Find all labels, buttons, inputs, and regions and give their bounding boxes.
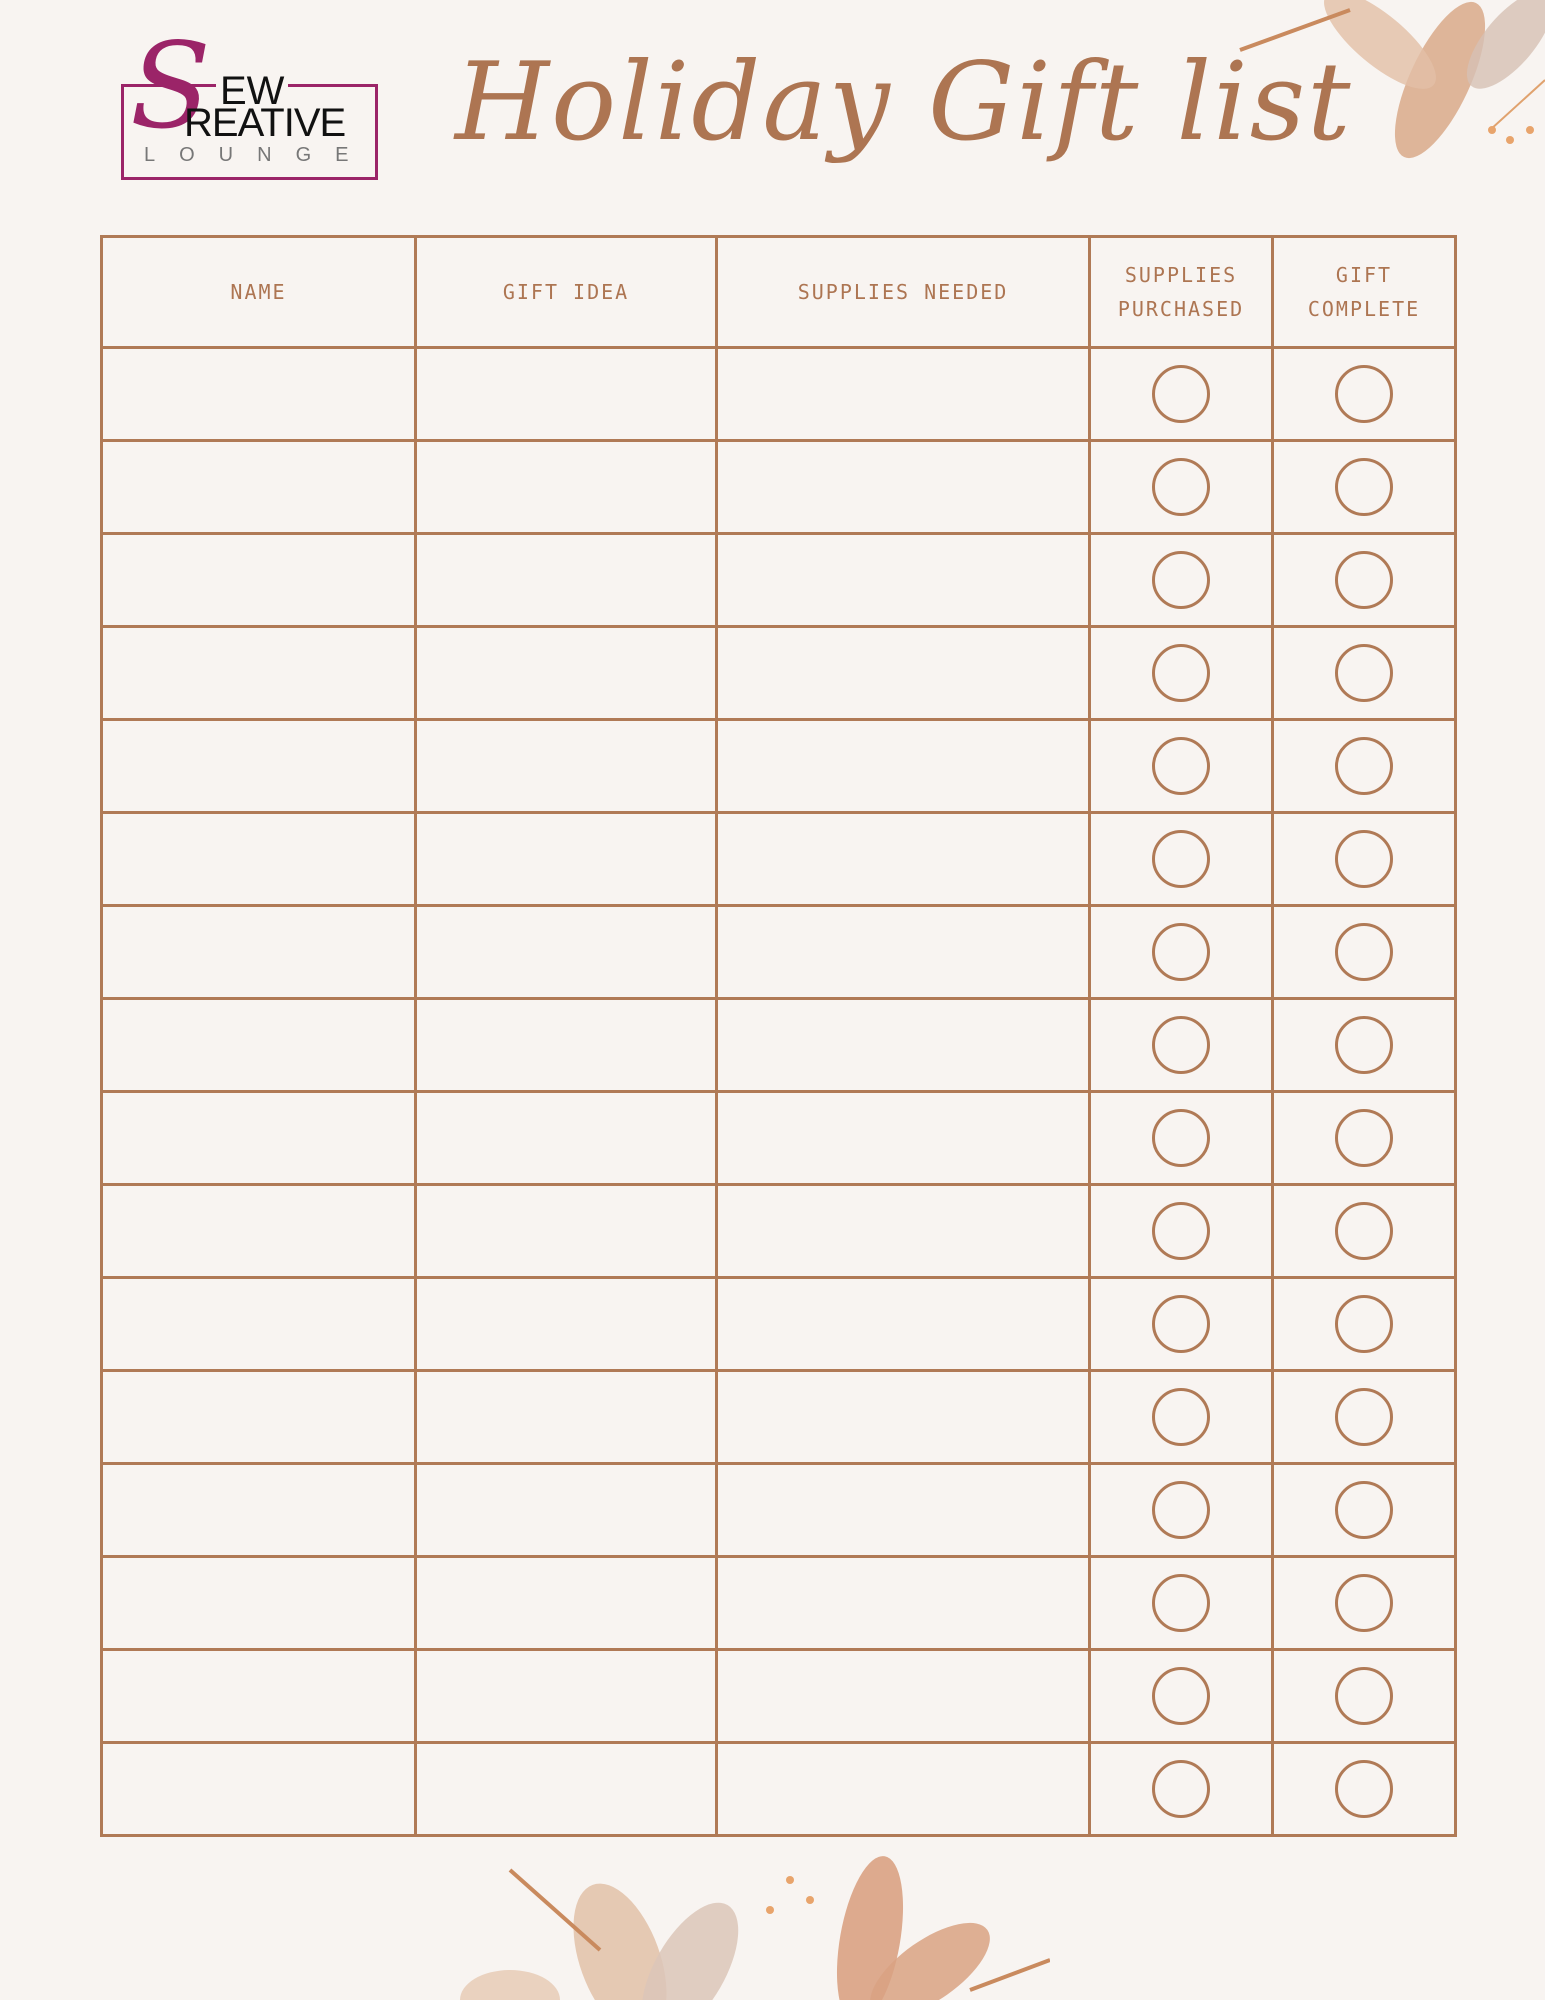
supplies-needed-cell[interactable]: [717, 813, 1090, 906]
logo-reative: REATIVE: [184, 101, 346, 145]
table-row: [102, 1278, 1456, 1371]
name-cell[interactable]: [102, 813, 416, 906]
gift-idea-cell[interactable]: [416, 1464, 717, 1557]
supplies-purchased-checkbox[interactable]: [1152, 737, 1210, 795]
table-row: [102, 1650, 1456, 1743]
table-row: [102, 813, 1456, 906]
name-cell[interactable]: [102, 1743, 416, 1836]
supplies-purchased-checkbox[interactable]: [1152, 1295, 1210, 1353]
supplies-needed-cell[interactable]: [717, 1650, 1090, 1743]
supplies-purchased-checkbox[interactable]: [1152, 1760, 1210, 1818]
gift-complete-checkbox[interactable]: [1335, 737, 1393, 795]
leaf-decoration-top-right: [1230, 0, 1545, 180]
gift-complete-checkbox[interactable]: [1335, 1574, 1393, 1632]
gift-idea-cell[interactable]: [416, 348, 717, 441]
supplies-purchased-checkbox[interactable]: [1152, 1202, 1210, 1260]
name-cell[interactable]: [102, 999, 416, 1092]
gift-idea-cell[interactable]: [416, 999, 717, 1092]
supplies-purchased-cell: [1090, 1371, 1273, 1464]
name-cell[interactable]: [102, 1557, 416, 1650]
gift-complete-checkbox[interactable]: [1335, 1481, 1393, 1539]
gift-complete-checkbox[interactable]: [1335, 830, 1393, 888]
supplies-purchased-checkbox[interactable]: [1152, 365, 1210, 423]
table-row: [102, 1743, 1456, 1836]
gift-complete-checkbox[interactable]: [1335, 923, 1393, 981]
supplies-purchased-cell: [1090, 720, 1273, 813]
gift-idea-cell[interactable]: [416, 441, 717, 534]
supplies-needed-cell[interactable]: [717, 1743, 1090, 1836]
gift-complete-checkbox[interactable]: [1335, 1016, 1393, 1074]
supplies-needed-cell[interactable]: [717, 627, 1090, 720]
gift-complete-cell: [1272, 534, 1455, 627]
gift-idea-cell[interactable]: [416, 627, 717, 720]
gift-idea-cell[interactable]: [416, 1092, 717, 1185]
header-gift-complete: GIFT COMPLETE: [1272, 237, 1455, 348]
gift-complete-cell: [1272, 348, 1455, 441]
gift-complete-checkbox[interactable]: [1335, 1295, 1393, 1353]
logo-s: S: [130, 17, 211, 155]
gift-complete-cell: [1272, 1557, 1455, 1650]
supplies-purchased-checkbox[interactable]: [1152, 644, 1210, 702]
gift-idea-cell[interactable]: [416, 1650, 717, 1743]
name-cell[interactable]: [102, 627, 416, 720]
supplies-needed-cell[interactable]: [717, 1557, 1090, 1650]
supplies-purchased-checkbox[interactable]: [1152, 1667, 1210, 1725]
supplies-purchased-checkbox[interactable]: [1152, 458, 1210, 516]
supplies-needed-cell[interactable]: [717, 441, 1090, 534]
gift-idea-cell[interactable]: [416, 906, 717, 999]
supplies-needed-cell[interactable]: [717, 1464, 1090, 1557]
supplies-purchased-cell: [1090, 1650, 1273, 1743]
supplies-purchased-checkbox[interactable]: [1152, 1016, 1210, 1074]
supplies-needed-cell[interactable]: [717, 906, 1090, 999]
gift-complete-checkbox[interactable]: [1335, 365, 1393, 423]
gift-idea-cell[interactable]: [416, 1185, 717, 1278]
leaf-decoration-bottom: [450, 1850, 1050, 2000]
name-cell[interactable]: [102, 348, 416, 441]
page-title: Holiday Gift list: [455, 40, 1353, 165]
gift-complete-cell: [1272, 813, 1455, 906]
supplies-purchased-cell: [1090, 1092, 1273, 1185]
gift-complete-cell: [1272, 1464, 1455, 1557]
table-row: [102, 441, 1456, 534]
supplies-purchased-cell: [1090, 1278, 1273, 1371]
table-row: [102, 1185, 1456, 1278]
gift-complete-cell: [1272, 1092, 1455, 1185]
table-row: [102, 1371, 1456, 1464]
supplies-purchased-cell: [1090, 627, 1273, 720]
table-row: [102, 906, 1456, 999]
gift-complete-checkbox[interactable]: [1335, 1202, 1393, 1260]
supplies-purchased-cell: [1090, 999, 1273, 1092]
name-cell[interactable]: [102, 1371, 416, 1464]
gift-complete-checkbox[interactable]: [1335, 458, 1393, 516]
gift-list-table: [100, 235, 1457, 1837]
sew-creative-lounge-logo: [121, 17, 378, 180]
supplies-purchased-checkbox[interactable]: [1152, 923, 1210, 981]
name-cell[interactable]: [102, 720, 416, 813]
supplies-purchased-cell: [1090, 1464, 1273, 1557]
gift-idea-cell[interactable]: [416, 1743, 717, 1836]
table-row: [102, 627, 1456, 720]
supplies-purchased-checkbox[interactable]: [1152, 1388, 1210, 1446]
supplies-purchased-cell: [1090, 534, 1273, 627]
table-row: [102, 720, 1456, 813]
supplies-purchased-cell: [1090, 441, 1273, 534]
supplies-purchased-cell: [1090, 1557, 1273, 1650]
gift-idea-cell[interactable]: [416, 1371, 717, 1464]
gift-complete-cell: [1272, 999, 1455, 1092]
supplies-purchased-checkbox[interactable]: [1152, 830, 1210, 888]
name-cell[interactable]: [102, 1092, 416, 1185]
gift-complete-checkbox[interactable]: [1335, 1109, 1393, 1167]
name-cell[interactable]: [102, 534, 416, 627]
header-supplies-purchased: SUPPLIES PURCHASED: [1090, 237, 1273, 348]
gift-complete-checkbox[interactable]: [1335, 1667, 1393, 1725]
supplies-purchased-cell: [1090, 348, 1273, 441]
table-row: [102, 1464, 1456, 1557]
gift-idea-cell[interactable]: [416, 1278, 717, 1371]
logo-ew: EW: [216, 71, 288, 111]
name-cell[interactable]: [102, 1185, 416, 1278]
gift-complete-cell: [1272, 1185, 1455, 1278]
supplies-needed-cell[interactable]: [717, 534, 1090, 627]
table-row: [102, 348, 1456, 441]
name-cell[interactable]: [102, 906, 416, 999]
gift-complete-cell: [1272, 627, 1455, 720]
name-cell[interactable]: [102, 1464, 416, 1557]
supplies-purchased-checkbox[interactable]: [1152, 1574, 1210, 1632]
supplies-needed-cell[interactable]: [717, 348, 1090, 441]
header-name: NAME: [102, 237, 416, 348]
table-row: [102, 534, 1456, 627]
supplies-purchased-cell: [1090, 906, 1273, 999]
gift-complete-cell: [1272, 1278, 1455, 1371]
gift-complete-cell: [1272, 1743, 1455, 1836]
supplies-needed-cell[interactable]: [717, 1092, 1090, 1185]
name-cell[interactable]: [102, 1278, 416, 1371]
gift-idea-cell[interactable]: [416, 534, 717, 627]
table-row: [102, 999, 1456, 1092]
gift-idea-cell[interactable]: [416, 813, 717, 906]
gift-complete-cell: [1272, 720, 1455, 813]
table-row: [102, 1092, 1456, 1185]
name-cell[interactable]: [102, 1650, 416, 1743]
supplies-needed-cell[interactable]: [717, 1371, 1090, 1464]
supplies-purchased-cell: [1090, 813, 1273, 906]
gift-complete-cell: [1272, 906, 1455, 999]
supplies-needed-cell[interactable]: [717, 1278, 1090, 1371]
gift-idea-cell[interactable]: [416, 1557, 717, 1650]
gift-complete-cell: [1272, 1371, 1455, 1464]
supplies-purchased-checkbox[interactable]: [1152, 1109, 1210, 1167]
supplies-purchased-cell: [1090, 1185, 1273, 1278]
gift-complete-cell: [1272, 1650, 1455, 1743]
supplies-purchased-checkbox[interactable]: [1152, 1481, 1210, 1539]
supplies-needed-cell[interactable]: [717, 1185, 1090, 1278]
supplies-purchased-cell: [1090, 1743, 1273, 1836]
header-supplies-needed: SUPPLIES NEEDED: [717, 237, 1090, 348]
supplies-needed-cell[interactable]: [717, 720, 1090, 813]
gift-complete-checkbox[interactable]: [1335, 1760, 1393, 1818]
name-cell[interactable]: [102, 441, 416, 534]
gift-idea-cell[interactable]: [416, 720, 717, 813]
header-row: [102, 237, 1456, 348]
supplies-purchased-checkbox[interactable]: [1152, 551, 1210, 609]
supplies-needed-cell[interactable]: [717, 999, 1090, 1092]
gift-complete-checkbox[interactable]: [1335, 1388, 1393, 1446]
logo-lounge: LOUNGE: [144, 144, 373, 166]
gift-complete-checkbox[interactable]: [1335, 644, 1393, 702]
gift-complete-checkbox[interactable]: [1335, 551, 1393, 609]
header-gift-idea: GIFT IDEA: [416, 237, 717, 348]
gift-complete-cell: [1272, 441, 1455, 534]
table-row: [102, 1557, 1456, 1650]
